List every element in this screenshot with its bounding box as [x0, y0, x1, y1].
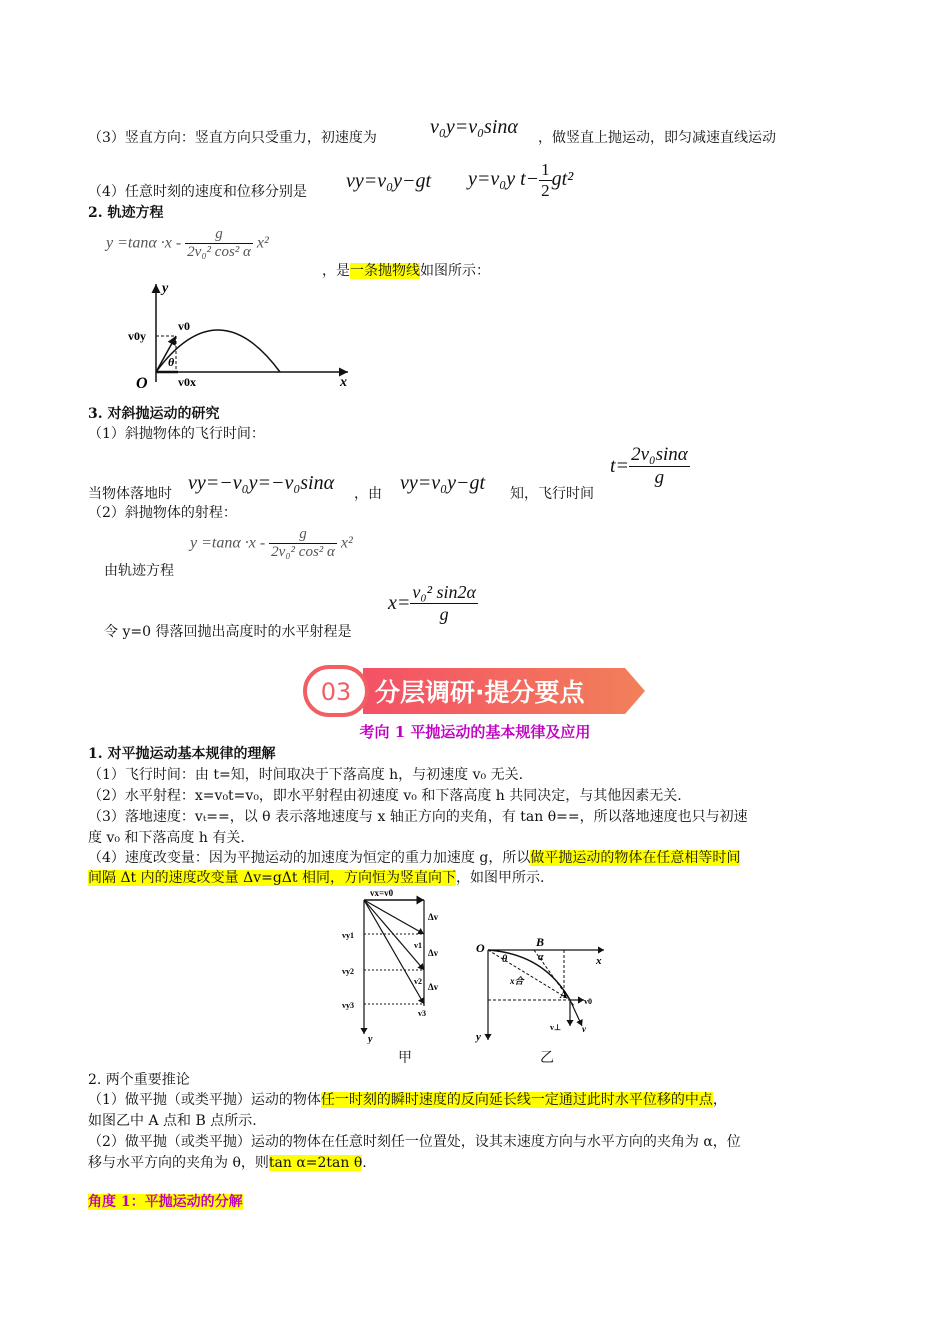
formula-part: gt²	[551, 168, 574, 191]
text: （1）做平抛（或类平抛）运动的物体	[88, 1092, 321, 1108]
label-xhe: x合	[510, 976, 524, 986]
label-v0y: v0y	[128, 329, 146, 343]
text-set-y-zero: 令 y=0 得落回抛出高度时的水平射程是	[104, 624, 352, 640]
heading-oblique: 3. 对斜抛运动的研究	[88, 406, 220, 422]
highlight-parabola: 一条抛物线	[350, 263, 420, 279]
highlight-tan: tan α=2tan θ	[268, 1155, 363, 1171]
fraction-denominator: g	[439, 604, 449, 624]
label-vy3: vy3	[342, 1001, 354, 1010]
fraction-denominator: 2	[541, 181, 550, 200]
formula-trajectory-2	[190, 526, 353, 561]
fraction-numerator: g	[269, 526, 337, 544]
formula-range	[388, 582, 478, 625]
text: 知，飞行时间	[510, 486, 594, 502]
label-x: x	[596, 955, 602, 967]
text-corollary-2-cont	[88, 1153, 367, 1173]
label-theta: θ	[502, 954, 508, 965]
highlight-text: 做平抛运动的物体在任意相等时间	[530, 850, 741, 866]
banner-number: 03	[320, 678, 352, 706]
text: ，做竖直上抛运动，即匀减速直线运动	[538, 130, 776, 146]
text: 如图所示：	[420, 263, 490, 279]
label-dv: Δv	[428, 982, 439, 992]
text: 移与水平方向的夹角为 θ，则	[88, 1155, 269, 1171]
formula-part: x²	[256, 234, 269, 252]
formula-trajectory	[106, 226, 269, 261]
text: ，由	[354, 486, 382, 502]
highlight-angle-heading: 角度 1：平抛运动的分解	[88, 1194, 243, 1210]
formula-y-displacement	[468, 160, 573, 201]
formula-part: t=	[610, 455, 630, 477]
fraction-numerator: 2v₀sinα	[631, 444, 688, 465]
label-v1: v1	[414, 941, 422, 950]
formula-flight-time	[610, 444, 690, 489]
banner-title: 分层调研·提分要点	[375, 678, 585, 707]
highlight-text: 间隔 Δt 内的速度改变量 Δv=gΔt 相同，方向恒为竖直向下	[88, 870, 456, 886]
displacement-line	[488, 950, 570, 1000]
label-theta: θ	[168, 355, 175, 369]
v3-arrow	[364, 900, 424, 1004]
formula-part: y =tanα ·x -	[106, 234, 182, 252]
text-landing-speed-cont: 度 v₀ 和下落高度 h 有关.	[88, 830, 245, 846]
v-arrow	[570, 1000, 582, 1026]
text-landing-speed: （3）落地速度：vₜ==，以 θ 表示落地速度与 x 轴正方向的夹角，有 tan θ==，所以落地速度也只与初速	[88, 809, 748, 825]
formula-v0y: v₀y=v₀sinα	[430, 116, 518, 138]
label-vy2: vy2	[342, 967, 354, 976]
label-a: A	[560, 989, 568, 1001]
label-v3: v3	[418, 1009, 426, 1018]
label-v2: v2	[414, 977, 422, 986]
v2-arrow	[364, 900, 424, 970]
fraction-denominator: 2v₀² cos² α	[187, 244, 251, 260]
figure-yi	[474, 936, 614, 1046]
text-flight-time-item: （1）飞行时间：由 t=知，时间取决于下落高度 h，与初速度 v₀ 无关.	[88, 767, 524, 783]
text: .	[362, 1155, 367, 1171]
label-y: y	[368, 1034, 373, 1044]
line-velocity-displacement: （4）任意时刻的速度和位移分别是	[88, 184, 307, 200]
label-x: x	[340, 375, 347, 390]
label-y: y	[476, 1031, 481, 1043]
formula-part: x=	[388, 592, 411, 614]
text: 由轨迹方程	[104, 563, 174, 579]
v1-arrow	[364, 900, 424, 934]
label-dv: Δv	[428, 912, 439, 922]
figure-caption-yi: 乙	[540, 1050, 554, 1066]
heading-trajectory: 2. 轨迹方程	[88, 205, 164, 221]
fraction-numerator: v₀² sin2α	[412, 582, 476, 602]
text-horizontal-range: （2）水平射程：x=v₀t=v₀，即水平射程由初速度 v₀ 和下落高度 h 共同决定，与其他因素无关.	[88, 788, 682, 804]
formula-vy-gt: vy=v₀y−gt	[400, 472, 486, 494]
text-velocity-change	[88, 848, 740, 868]
text-corollary-2: （2）做平抛（或类平抛）运动的物体在任意时刻任一位置处，设其末速度方向与水平方向的夹角为 α，位	[88, 1134, 741, 1150]
label-origin: O	[136, 375, 148, 392]
label-dv: Δv	[428, 948, 439, 958]
label-v: v	[582, 1024, 586, 1034]
formula-part: y=v₀y t−	[468, 168, 540, 191]
figure-jia	[340, 884, 450, 1044]
line-vertical-direction	[88, 128, 377, 148]
text: ，	[712, 1092, 727, 1108]
formula-part: y =tanα ·x -	[190, 534, 266, 552]
fraction-denominator: g	[654, 467, 665, 488]
label-v0: v0	[178, 319, 190, 333]
highlight-text: 任一时刻的瞬时速度的反向延长线一定通过此时水平位移的中点	[320, 1092, 713, 1108]
text: ，如图甲所示.	[455, 870, 545, 886]
parabola-path	[156, 330, 280, 372]
heading-corollaries: 2. 两个重要推论	[88, 1072, 190, 1088]
label-vx: vx=v0	[370, 888, 394, 898]
label-o: O	[476, 941, 485, 955]
label-alpha: α	[538, 952, 544, 963]
formula-landing-vy: vy=−v₀y=−v₀sinα	[188, 472, 335, 494]
angle-heading	[88, 1192, 243, 1212]
section-banner	[303, 664, 648, 718]
trajectory-figure	[120, 278, 360, 394]
label-vperp: v⊥	[550, 1023, 561, 1032]
formula-part: x²	[340, 534, 353, 552]
label-vy1: vy1	[342, 931, 354, 940]
text-flight-time: （1）斜抛物体的飞行时间：	[88, 426, 265, 442]
fraction-numerator: 1	[541, 160, 550, 179]
fraction-numerator: g	[185, 226, 253, 244]
text-range: （2）斜抛物体的射程：	[88, 505, 237, 521]
text: ，是	[322, 263, 350, 279]
formula-vy: vy=v₀y−gt	[346, 170, 432, 192]
label-v0: v0	[584, 997, 592, 1006]
text-corollary-1-cont: 如图乙中 A 点和 B 点所示.	[88, 1113, 257, 1129]
label-v0x: v0x	[178, 375, 196, 389]
text-corollary-1	[88, 1090, 727, 1110]
text-landing: 当物体落地时	[88, 486, 172, 502]
section-title: 考向 1 平抛运动的基本规律及应用	[359, 723, 591, 741]
fraction-denominator: 2v₀² cos² α	[271, 544, 335, 560]
figure-caption-jia: 甲	[398, 1050, 412, 1066]
text: （4）速度改变量：因为平抛运动的加速度为恒定的重力加速度 g，所以	[88, 850, 531, 866]
text-velocity-change-cont	[88, 868, 544, 888]
text: （3）竖直方向：竖直方向只受重力，初速度为	[88, 130, 377, 146]
label-y: y	[162, 281, 169, 296]
label-b: B	[536, 936, 545, 949]
heading-understanding: 1. 对平抛运动基本规律的理解	[88, 746, 276, 762]
